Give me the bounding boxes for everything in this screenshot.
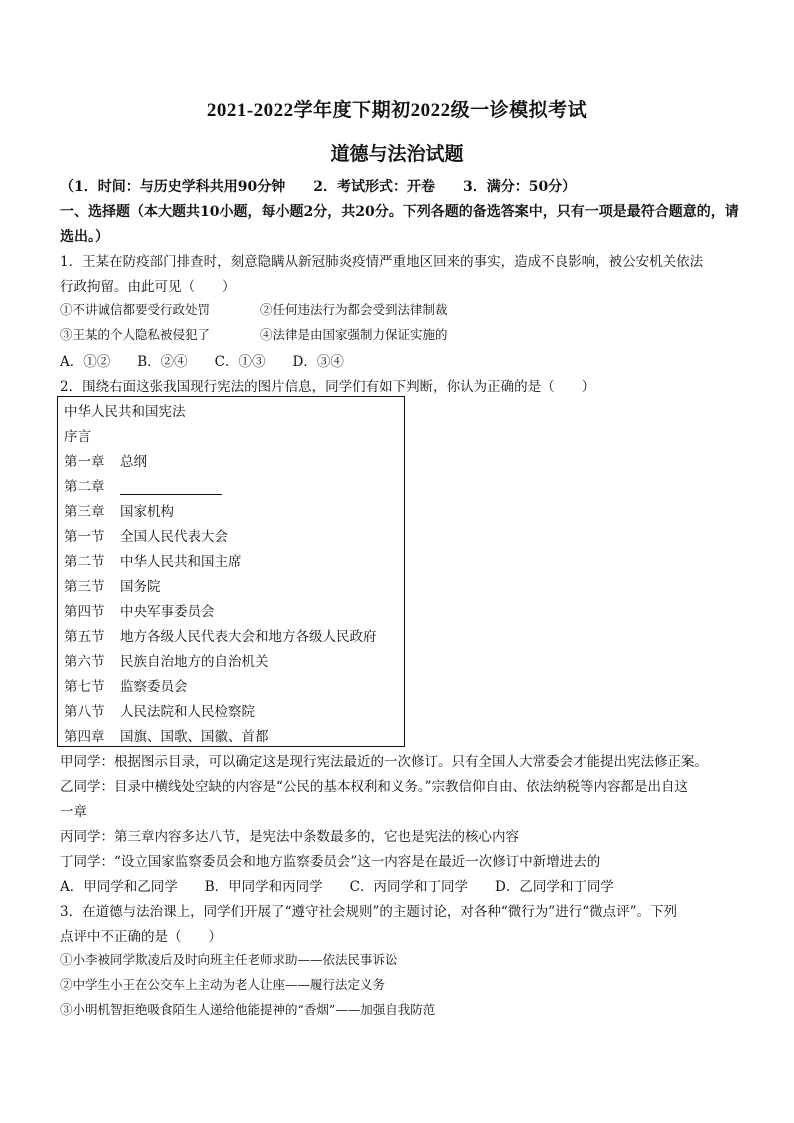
toc-row-label: 第六节 bbox=[64, 654, 105, 670]
toc-row-label: 第七节 bbox=[64, 679, 105, 695]
q2-stem: 2．围绕右面这张我国现行宪法的图片信息，同学们有如下判断，你认为正确的是（ ） bbox=[60, 379, 596, 395]
toc-row bbox=[64, 675, 188, 695]
toc-row bbox=[64, 475, 222, 495]
toc-row bbox=[64, 450, 147, 470]
q1-option-2: ②任何违法行为都会受到法律制裁 bbox=[260, 302, 448, 317]
toc-row-label: 第二章 bbox=[64, 479, 105, 495]
toc-row-label: 第三章 bbox=[64, 504, 105, 520]
q1-option-3: ③王某的个人隐私被侵犯了 bbox=[60, 327, 211, 342]
toc-row-text: 国旗、国歌、国徽、首都 bbox=[120, 729, 269, 745]
toc-preface: 序言 bbox=[64, 429, 91, 445]
toc-row bbox=[64, 625, 377, 645]
q2-statement-jia: 甲同学：根据图示目录，可以确定这是现行宪法最近的一次修订。只有全国人大常委会才能提出宪法修正案。 bbox=[60, 754, 708, 770]
toc-row-label: 第四章 bbox=[64, 729, 105, 745]
toc-row-label: 第一节 bbox=[64, 529, 105, 545]
q3-stem-line2: 点评中不正确的是（ ） bbox=[60, 929, 222, 945]
q2-statement-yi-line1: 乙同学：目录中横线处空缺的内容是“公民的基本权利和义务。”宗教信仰自由、依法纳税等内容都是出自这 bbox=[60, 779, 689, 795]
toc-row-label: 第五节 bbox=[64, 629, 105, 645]
toc-row-label: 第一章 bbox=[64, 454, 105, 470]
toc-row-label: 第四节 bbox=[64, 604, 105, 620]
q2-choices: A．甲同学和乙同学 B．甲同学和丙同学 C．丙同学和丁同学 D．乙同学和丁同学 bbox=[60, 879, 614, 895]
toc-row bbox=[64, 600, 215, 620]
toc-row-label: 第三节 bbox=[64, 579, 105, 595]
toc-row bbox=[64, 575, 161, 595]
toc-row-text: 总纲 bbox=[120, 454, 147, 470]
q3-option-2: ②中学生小王在公交车上主动为老人让座——履行法定义务 bbox=[60, 977, 386, 992]
toc-row-text: 监察委员会 bbox=[120, 679, 188, 695]
q1-option-4: ④法律是由国家强制力保证实施的 bbox=[260, 327, 448, 342]
q1-stem-line2: 行政拘留。由此可见（ ） bbox=[60, 279, 236, 295]
toc-row bbox=[64, 550, 242, 570]
toc-row-text: 中央军事委员会 bbox=[120, 604, 215, 620]
q1-choices: A．①② B．②④ C．①③ D．③④ bbox=[60, 354, 344, 370]
toc-row-text: 国务院 bbox=[120, 579, 161, 595]
toc-row-label: 第二节 bbox=[64, 554, 105, 570]
toc-row-label: 第八节 bbox=[64, 704, 105, 720]
toc-row-text: 全国人民代表大会 bbox=[120, 529, 228, 545]
toc-row-text: 国家机构 bbox=[120, 504, 174, 520]
toc-row bbox=[64, 700, 255, 720]
exam-title: 2021-2022学年度下期初2022级一诊模拟考试 bbox=[206, 100, 588, 121]
toc-row bbox=[64, 650, 269, 670]
toc-blank-line bbox=[120, 480, 222, 495]
q3-option-1: ①小李被同学欺凌后及时向班主任老师求助——依法民事诉讼 bbox=[60, 952, 398, 967]
q3-option-3: ③小明机智拒绝吸食陌生人递给他能提神的“香烟”——加强自我防范 bbox=[60, 1002, 436, 1017]
toc-row-text: 民族自治地方的自治机关 bbox=[120, 654, 269, 670]
q2-statement-ding: 丁同学：“设立国家监察委员会和地方监察委员会”这一内容是在最近一次修订中新增进去的 bbox=[60, 854, 601, 870]
q1-stem-line1: 1．王某在防疫部门排查时，刻意隐瞒从新冠肺炎疫情严重地区回来的事实，造成不良影响，被公安机关依法 bbox=[60, 254, 704, 270]
q3-stem-line1: 3．在道德与法治课上，同学们开展了“遵守社会规则”的主题讨论，对各种“微行为”进行“微点评”。下列 bbox=[60, 904, 677, 920]
toc-row-text: 地方各级人民代表大会和地方各级人民政府 bbox=[120, 629, 377, 645]
toc-row-text: 中华人民共和国主席 bbox=[120, 554, 242, 570]
exam-subtitle: 道德与法治试题 bbox=[330, 144, 464, 165]
q1-option-1: ①不讲诚信都要受行政处罚 bbox=[60, 302, 211, 317]
toc-row-text: 人民法院和人民检察院 bbox=[120, 704, 255, 720]
q2-statement-bing: 丙同学：第三章内容多达八节，是宪法中条数最多的，它也是宪法的核心内容 bbox=[60, 829, 519, 845]
toc-row bbox=[64, 725, 269, 745]
q2-statement-yi-line2: 一章 bbox=[60, 804, 87, 820]
toc-title: 中华人民共和国宪法 bbox=[64, 404, 186, 420]
section-heading: 一、选择题（本大题共10小题，每小题2分，共20分。下列各题的备选答案中，只有一项是最符合题意的，请选出。） bbox=[60, 204, 739, 245]
toc-row bbox=[64, 525, 228, 545]
toc-row bbox=[64, 500, 174, 520]
exam-info: （1．时间：与历史学科共用90分钟 2．考试形式：开卷 3．满分：50分） bbox=[60, 179, 577, 195]
